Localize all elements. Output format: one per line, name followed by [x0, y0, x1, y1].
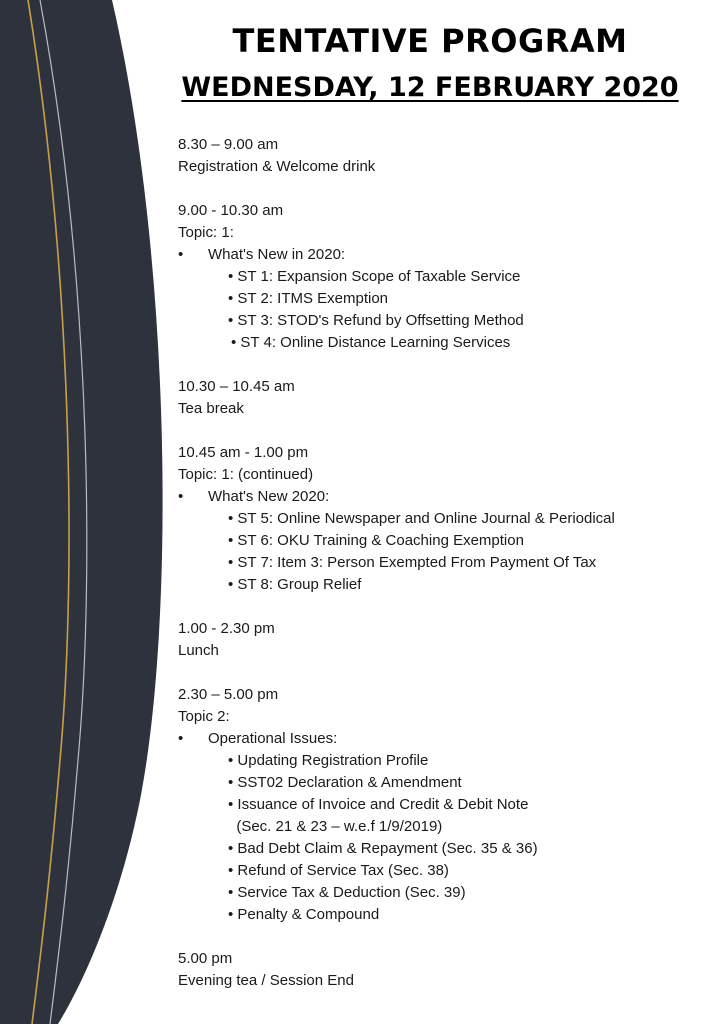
- bullet-icon: •: [178, 246, 184, 263]
- session-description: Tea break: [178, 400, 244, 417]
- session-topic-1-continued: [178, 442, 698, 596]
- session-registration: [178, 134, 698, 178]
- list-item: • ST 6: OKU Training & Coaching Exemption: [228, 532, 524, 549]
- session-time: 8.30 – 9.00 am: [178, 136, 279, 153]
- list-item: • SST02 Declaration & Amendment: [228, 774, 462, 791]
- list-item: • ST 8: Group Relief: [228, 576, 362, 593]
- session-heading: • What's New in 2020:: [178, 244, 698, 266]
- page-title: TENTATIVE PROGRAM: [232, 22, 628, 60]
- list-item: • ST 4: Online Distance Learning Services: [231, 334, 511, 351]
- session-time: 10.45 am - 1.00 pm: [178, 444, 309, 461]
- list-item: • ST 5: Online Newspaper and Online Journal & Periodical: [228, 510, 615, 527]
- session-time: 2.30 – 5.00 pm: [178, 686, 279, 703]
- list-item: (Sec. 21 & 23 – w.e.f 1/9/2019): [228, 818, 443, 835]
- program-date: WEDNESDAY, 12 FEBRUARY 2020: [181, 72, 679, 103]
- list-item: • ST 3: STOD's Refund by Offsetting Method: [228, 312, 524, 329]
- bullet-icon: •: [178, 488, 184, 505]
- session-heading: • Operational Issues:: [178, 728, 698, 750]
- list-item: • Issuance of Invoice and Credit & Debit Note: [228, 796, 529, 813]
- list-item: • ST 7: Item 3: Person Exempted From Payment Of Tax: [228, 554, 597, 571]
- session-time: 5.00 pm: [178, 950, 233, 967]
- list-item: • ST 2: ITMS Exemption: [228, 290, 389, 307]
- session-topic: Topic: 1:: [178, 224, 234, 241]
- list-item: • Service Tax & Deduction (Sec. 39): [228, 884, 466, 901]
- session-heading: • What's New 2020:: [178, 486, 698, 508]
- list-item: • Refund of Service Tax (Sec. 38): [228, 862, 449, 879]
- session-topic: Topic: 1: (continued): [178, 466, 314, 483]
- session-end: [178, 948, 698, 992]
- session-time: 1.00 - 2.30 pm: [178, 620, 275, 637]
- program-schedule: [178, 134, 698, 1014]
- list-item: • Updating Registration Profile: [228, 752, 429, 769]
- session-topic: Topic 2:: [178, 708, 230, 725]
- session-time: 9.00 - 10.30 am: [178, 202, 284, 219]
- bullet-icon: •: [178, 730, 184, 747]
- list-item: • Penalty & Compound: [228, 906, 380, 923]
- list-item: • ST 1: Expansion Scope of Taxable Service: [228, 268, 521, 285]
- session-topic-2: [178, 684, 698, 926]
- session-lunch: [178, 618, 698, 662]
- session-topic-1: [178, 200, 698, 354]
- dark-curved-panel: [0, 0, 163, 1024]
- session-description: Registration & Welcome drink: [178, 158, 376, 175]
- session-time: 10.30 – 10.45 am: [178, 378, 295, 395]
- session-description: Lunch: [178, 642, 219, 659]
- list-item: • Bad Debt Claim & Repayment (Sec. 35 & 36): [228, 840, 538, 857]
- session-tea-break: [178, 376, 698, 420]
- session-description: Evening tea / Session End: [178, 972, 354, 989]
